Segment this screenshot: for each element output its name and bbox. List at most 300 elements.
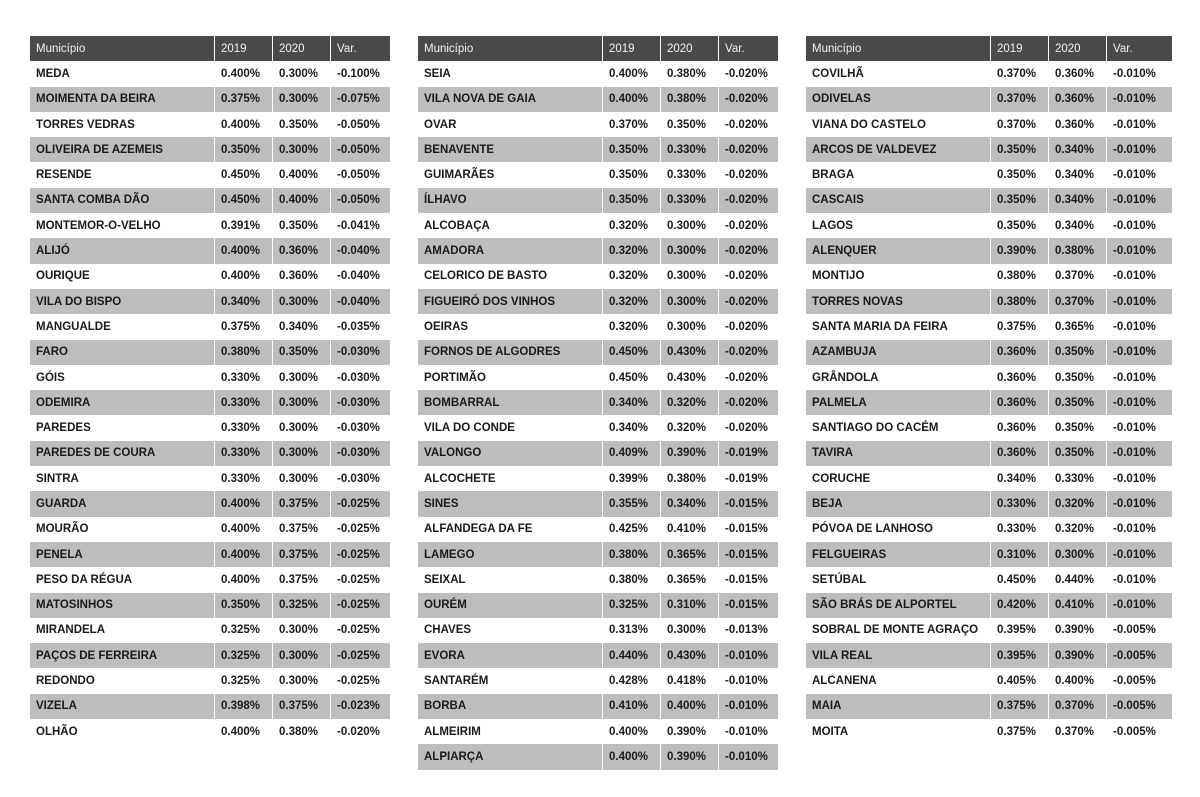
municipality-cell: SINES (418, 491, 602, 516)
rate-2019-cell: 0.320% (602, 314, 660, 339)
rate-2020-cell: 0.390% (1048, 643, 1106, 668)
municipality-cell: ARCOS DE VALDEVEZ (806, 137, 990, 162)
rate-2019-cell: 0.320% (602, 238, 660, 263)
municipality-cell: SANTA COMBA DÃO (30, 188, 214, 213)
rate-2020-cell: 0.390% (1048, 618, 1106, 643)
rate-2020-cell: 0.300% (660, 289, 718, 314)
rate-2019-cell: 0.350% (990, 188, 1048, 213)
municipality-cell: GÓIS (30, 365, 214, 390)
municipality-cell: BEJA (806, 491, 990, 516)
rate-2019-cell: 0.425% (602, 517, 660, 542)
rate-2019-cell: 0.310% (990, 542, 1048, 567)
municipality-cell: COVILHÃ (806, 61, 990, 86)
rate-2020-cell: 0.350% (1048, 415, 1106, 440)
municipality-cell: SÃO BRÁS DE ALPORTEL (806, 593, 990, 618)
rate-2020-cell: 0.400% (272, 162, 330, 187)
table-row (806, 542, 1172, 567)
variation-cell: -0.010% (1106, 340, 1172, 365)
table-row (418, 643, 778, 668)
table-row (418, 137, 778, 162)
rate-2019-cell: 0.398% (214, 694, 272, 719)
rate-2020-cell: 0.370% (1048, 289, 1106, 314)
rate-2019-cell: 0.340% (602, 390, 660, 415)
rate-2020-cell: 0.350% (272, 112, 330, 137)
rate-2020-cell: 0.375% (272, 542, 330, 567)
variation-cell: -0.030% (330, 390, 390, 415)
municipality-cell: ALCOBAÇA (418, 213, 602, 238)
rate-2020-cell: 0.320% (660, 415, 718, 440)
table-row (30, 112, 390, 137)
table-row (806, 643, 1172, 668)
rate-2019-cell: 0.325% (214, 668, 272, 693)
rate-2020-cell: 0.300% (272, 61, 330, 86)
rate-2020-cell: 0.330% (660, 188, 718, 213)
rate-2020-cell: 0.320% (1048, 517, 1106, 542)
municipality-cell: VILA DO CONDE (418, 415, 602, 440)
rate-2020-cell: 0.440% (1048, 567, 1106, 592)
table-row (806, 137, 1172, 162)
municipality-cell: ALIJÓ (30, 238, 214, 263)
municipality-cell: SEIA (418, 61, 602, 86)
table-row (806, 162, 1172, 187)
table-row (418, 593, 778, 618)
variation-cell: -0.010% (718, 694, 778, 719)
table-row (418, 213, 778, 238)
rate-2019-cell: 0.330% (214, 390, 272, 415)
variation-cell: -0.020% (718, 162, 778, 187)
table-row (418, 542, 778, 567)
table-row (418, 618, 778, 643)
variation-cell: -0.010% (1106, 61, 1172, 86)
rate-2019-cell: 0.400% (214, 719, 272, 744)
municipality-cell: ALENQUER (806, 238, 990, 263)
municipality-cell: FORNOS DE ALGODRES (418, 340, 602, 365)
variation-cell: -0.020% (718, 112, 778, 137)
variation-cell: -0.020% (718, 61, 778, 86)
rate-2020-cell: 0.340% (1048, 188, 1106, 213)
municipality-cell: ODIVELAS (806, 87, 990, 112)
rate-2019-cell: 0.360% (990, 365, 1048, 390)
municipality-cell: LAMEGO (418, 542, 602, 567)
rate-2019-cell: 0.340% (602, 415, 660, 440)
variation-cell: -0.020% (718, 314, 778, 339)
variation-cell: -0.015% (718, 593, 778, 618)
table-row (30, 365, 390, 390)
rate-2020-cell: 0.300% (660, 618, 718, 643)
rate-2020-cell: 0.400% (272, 188, 330, 213)
table-row (806, 188, 1172, 213)
municipality-cell: CELORICO DE BASTO (418, 264, 602, 289)
variation-cell: -0.030% (330, 415, 390, 440)
rate-2020-cell: 0.360% (1048, 112, 1106, 137)
rate-2020-cell: 0.430% (660, 365, 718, 390)
rate-2019-cell: 0.450% (214, 162, 272, 187)
table-row (806, 719, 1172, 744)
rate-2019-cell: 0.380% (602, 567, 660, 592)
rate-2020-cell: 0.340% (1048, 137, 1106, 162)
municipality-cell: ALFANDEGA DA FE (418, 517, 602, 542)
variation-cell: -0.010% (1106, 415, 1172, 440)
municipality-cell: SANTARÉM (418, 668, 602, 693)
table-row (806, 517, 1172, 542)
rate-2019-cell: 0.350% (602, 162, 660, 187)
rate-2019-cell: 0.350% (602, 137, 660, 162)
municipality-cell: ODEMIRA (30, 390, 214, 415)
rate-2019-cell: 0.330% (214, 441, 272, 466)
municipality-cell: MOIMENTA DA BEIRA (30, 87, 214, 112)
variation-cell: -0.030% (330, 365, 390, 390)
table-row (418, 668, 778, 693)
municipality-cell: PALMELA (806, 390, 990, 415)
rate-2019-cell: 0.420% (990, 593, 1048, 618)
rate-2019-cell: 0.375% (990, 694, 1048, 719)
variation-cell: -0.015% (718, 491, 778, 516)
variation-cell: -0.010% (1106, 137, 1172, 162)
table-row (30, 694, 390, 719)
rate-2019-cell: 0.320% (602, 289, 660, 314)
municipality-cell: GUARDA (30, 491, 214, 516)
table-row (418, 365, 778, 390)
rate-2019-cell: 0.395% (990, 643, 1048, 668)
table-header-row (806, 36, 1172, 61)
year-2019-header: 2019 (602, 36, 660, 61)
variation-cell: -0.010% (1106, 188, 1172, 213)
municipality-cell: AMADORA (418, 238, 602, 263)
municipality-cell: LAGOS (806, 213, 990, 238)
table-row (30, 491, 390, 516)
municipality-cell: MONTIJO (806, 264, 990, 289)
rate-2019-cell: 0.370% (990, 87, 1048, 112)
municipality-cell: VIANA DO CASTELO (806, 112, 990, 137)
table-row (30, 289, 390, 314)
rate-2020-cell: 0.380% (660, 87, 718, 112)
municipality-cell: TAVIRA (806, 441, 990, 466)
rate-2019-cell: 0.320% (602, 213, 660, 238)
variation-cell: -0.010% (718, 744, 778, 769)
municipality-cell: OEIRAS (418, 314, 602, 339)
variation-cell: -0.010% (1106, 87, 1172, 112)
municipality-cell: SINTRA (30, 466, 214, 491)
variation-cell: -0.005% (1106, 694, 1172, 719)
variation-cell: -0.020% (330, 719, 390, 744)
rate-2019-cell: 0.350% (990, 213, 1048, 238)
table-row (418, 491, 778, 516)
rate-2019-cell: 0.330% (214, 365, 272, 390)
municipality-cell: PÓVOA DE LANHOSO (806, 517, 990, 542)
variation-cell: -0.075% (330, 87, 390, 112)
rate-2020-cell: 0.300% (272, 643, 330, 668)
table-row (418, 162, 778, 187)
table-row (30, 340, 390, 365)
year-2019-header: 2019 (990, 36, 1048, 61)
rate-2019-cell: 0.330% (214, 415, 272, 440)
rate-2020-cell: 0.375% (272, 491, 330, 516)
table-row (30, 188, 390, 213)
municipality-cell: MOITA (806, 719, 990, 744)
rate-2020-cell: 0.370% (1048, 719, 1106, 744)
municipality-cell: SANTIAGO DO CACÉM (806, 415, 990, 440)
variation-cell: -0.025% (330, 542, 390, 567)
table-row (806, 365, 1172, 390)
rate-2020-cell: 0.350% (272, 213, 330, 238)
table-row (806, 289, 1172, 314)
municipality-cell: MOURÃO (30, 517, 214, 542)
rate-2020-cell: 0.300% (272, 415, 330, 440)
municipality-cell: PAREDES DE COURA (30, 441, 214, 466)
rate-2020-cell: 0.330% (660, 162, 718, 187)
variation-cell: -0.020% (718, 390, 778, 415)
municipality-table-2 (418, 36, 778, 770)
table-row (418, 238, 778, 263)
table-row (806, 593, 1172, 618)
rate-2019-cell: 0.375% (990, 314, 1048, 339)
variation-cell: -0.010% (1106, 567, 1172, 592)
variation-cell: -0.025% (330, 593, 390, 618)
municipality-cell: SANTA MARIA DA FEIRA (806, 314, 990, 339)
rate-2020-cell: 0.300% (272, 668, 330, 693)
rate-2020-cell: 0.380% (660, 61, 718, 86)
variation-cell: -0.010% (1106, 238, 1172, 263)
rate-2019-cell: 0.350% (602, 188, 660, 213)
rate-2020-cell: 0.300% (272, 441, 330, 466)
municipality-header: Município (806, 36, 990, 61)
variation-cell: -0.015% (718, 517, 778, 542)
rate-2019-cell: 0.340% (214, 289, 272, 314)
rate-2020-cell: 0.340% (660, 491, 718, 516)
variation-cell: -0.030% (330, 441, 390, 466)
municipality-cell: VILA NOVA DE GAIA (418, 87, 602, 112)
rate-2019-cell: 0.450% (214, 188, 272, 213)
municipality-cell: MEDA (30, 61, 214, 86)
variation-cell: -0.040% (330, 238, 390, 263)
municipality-cell: PORTIMÃO (418, 365, 602, 390)
table-row (30, 567, 390, 592)
table-row (806, 415, 1172, 440)
rate-2019-cell: 0.330% (990, 517, 1048, 542)
table-row (418, 567, 778, 592)
rate-2020-cell: 0.340% (1048, 162, 1106, 187)
rate-2019-cell: 0.450% (602, 340, 660, 365)
rate-2020-cell: 0.320% (1048, 491, 1106, 516)
table-row (30, 466, 390, 491)
rate-2019-cell: 0.350% (214, 593, 272, 618)
rate-2020-cell: 0.375% (272, 517, 330, 542)
rate-2019-cell: 0.350% (214, 137, 272, 162)
rate-2020-cell: 0.365% (660, 567, 718, 592)
rate-2019-cell: 0.400% (214, 567, 272, 592)
rate-2019-cell: 0.375% (214, 87, 272, 112)
municipality-cell: TORRES VEDRAS (30, 112, 214, 137)
rate-2020-cell: 0.375% (272, 694, 330, 719)
table-row (806, 466, 1172, 491)
variation-cell: -0.020% (718, 238, 778, 263)
variation-cell: -0.010% (1106, 112, 1172, 137)
rate-2020-cell: 0.410% (1048, 593, 1106, 618)
rate-2020-cell: 0.310% (660, 593, 718, 618)
rate-2020-cell: 0.380% (1048, 238, 1106, 263)
rate-2019-cell: 0.409% (602, 441, 660, 466)
rate-2019-cell: 0.320% (602, 264, 660, 289)
rate-2019-cell: 0.395% (990, 618, 1048, 643)
municipality-cell: EVORA (418, 643, 602, 668)
table-row (30, 441, 390, 466)
rate-2019-cell: 0.380% (990, 264, 1048, 289)
table-row (806, 567, 1172, 592)
year-2020-header: 2020 (660, 36, 718, 61)
table-row (418, 390, 778, 415)
rate-2020-cell: 0.360% (272, 238, 330, 263)
rate-2019-cell: 0.400% (214, 238, 272, 263)
municipality-cell: OLIVEIRA DE AZEMEIS (30, 137, 214, 162)
variation-cell: -0.025% (330, 491, 390, 516)
municipality-cell: ÍLHAVO (418, 188, 602, 213)
variation-cell: -0.030% (330, 466, 390, 491)
variation-cell: -0.040% (330, 264, 390, 289)
municipality-cell: ALPIARÇA (418, 744, 602, 769)
rate-2020-cell: 0.325% (272, 593, 330, 618)
municipality-cell: BOMBARRAL (418, 390, 602, 415)
rate-2020-cell: 0.400% (660, 694, 718, 719)
municipality-cell: BENAVENTE (418, 137, 602, 162)
variation-cell: -0.010% (1106, 491, 1172, 516)
rate-2020-cell: 0.300% (272, 618, 330, 643)
table-row (418, 314, 778, 339)
rate-2019-cell: 0.375% (214, 314, 272, 339)
rate-2020-cell: 0.300% (272, 289, 330, 314)
rate-2019-cell: 0.325% (214, 618, 272, 643)
municipality-cell: RESENDE (30, 162, 214, 187)
rate-2019-cell: 0.380% (602, 542, 660, 567)
rate-2020-cell: 0.350% (660, 112, 718, 137)
variation-cell: -0.010% (1106, 314, 1172, 339)
rate-2020-cell: 0.350% (1048, 441, 1106, 466)
municipality-cell: OVAR (418, 112, 602, 137)
rate-2020-cell: 0.370% (1048, 264, 1106, 289)
variation-cell: -0.025% (330, 618, 390, 643)
variation-cell: -0.035% (330, 314, 390, 339)
year-2020-header: 2020 (272, 36, 330, 61)
variation-cell: -0.010% (1106, 162, 1172, 187)
table-row (418, 188, 778, 213)
table-row (418, 466, 778, 491)
municipality-header: Município (30, 36, 214, 61)
rate-2019-cell: 0.400% (214, 264, 272, 289)
municipality-cell: SOBRAL DE MONTE AGRAÇO (806, 618, 990, 643)
rate-2019-cell: 0.400% (602, 744, 660, 769)
municipality-cell: GUIMARÃES (418, 162, 602, 187)
table-row (30, 137, 390, 162)
rate-2019-cell: 0.428% (602, 668, 660, 693)
rate-2020-cell: 0.340% (1048, 213, 1106, 238)
table-row (30, 415, 390, 440)
rate-2020-cell: 0.300% (272, 137, 330, 162)
rate-2019-cell: 0.400% (214, 491, 272, 516)
rate-2020-cell: 0.350% (1048, 390, 1106, 415)
variation-cell: -0.010% (1106, 542, 1172, 567)
table-row (30, 542, 390, 567)
rate-2020-cell: 0.380% (660, 466, 718, 491)
table-row (806, 314, 1172, 339)
table-header-row (418, 36, 778, 61)
rate-2020-cell: 0.300% (660, 314, 718, 339)
municipality-cell: TORRES NOVAS (806, 289, 990, 314)
variation-cell: -0.030% (330, 340, 390, 365)
variation-cell: -0.025% (330, 643, 390, 668)
variation-cell: -0.005% (1106, 719, 1172, 744)
table-row (30, 238, 390, 263)
rate-2019-cell: 0.400% (602, 719, 660, 744)
table-row (806, 61, 1172, 86)
table-row (806, 264, 1172, 289)
rate-2019-cell: 0.370% (990, 61, 1048, 86)
rate-2019-cell: 0.380% (990, 289, 1048, 314)
rate-2020-cell: 0.400% (1048, 668, 1106, 693)
rate-2019-cell: 0.370% (602, 112, 660, 137)
municipality-cell: PAREDES (30, 415, 214, 440)
table-row (30, 264, 390, 289)
municipality-cell: CHAVES (418, 618, 602, 643)
municipality-cell: CASCAIS (806, 188, 990, 213)
municipality-cell: BRAGA (806, 162, 990, 187)
variation-cell: -0.025% (330, 668, 390, 693)
municipality-cell: MAIA (806, 694, 990, 719)
table-row (30, 61, 390, 86)
rate-2020-cell: 0.300% (660, 238, 718, 263)
municipality-cell: VALONGO (418, 441, 602, 466)
rate-2019-cell: 0.450% (602, 365, 660, 390)
municipality-cell: SETÚBAL (806, 567, 990, 592)
variation-cell: -0.019% (718, 466, 778, 491)
table-row (30, 390, 390, 415)
variation-cell: -0.020% (718, 213, 778, 238)
table-row (30, 213, 390, 238)
municipality-cell: OURÉM (418, 593, 602, 618)
rate-2020-cell: 0.365% (660, 542, 718, 567)
rate-2019-cell: 0.400% (214, 542, 272, 567)
rate-2019-cell: 0.360% (990, 390, 1048, 415)
municipality-cell: MIRANDELA (30, 618, 214, 643)
table-row (418, 744, 778, 769)
municipality-cell: FIGUEIRÓ DOS VINHOS (418, 289, 602, 314)
table-row (418, 719, 778, 744)
rate-2020-cell: 0.300% (660, 213, 718, 238)
rate-2020-cell: 0.330% (1048, 466, 1106, 491)
table-row (30, 162, 390, 187)
rate-2020-cell: 0.360% (272, 264, 330, 289)
year-2019-header: 2019 (214, 36, 272, 61)
municipality-cell: VILA DO BISPO (30, 289, 214, 314)
municipality-cell: FELGUEIRAS (806, 542, 990, 567)
rate-2019-cell: 0.330% (214, 466, 272, 491)
variation-cell: -0.010% (1106, 441, 1172, 466)
table-row (30, 314, 390, 339)
municipality-cell: ALMEIRIM (418, 719, 602, 744)
table-header-row (30, 36, 390, 61)
variation-cell: -0.041% (330, 213, 390, 238)
municipality-cell: PESO DA RÉGUA (30, 567, 214, 592)
variation-cell: -0.020% (718, 415, 778, 440)
rate-2019-cell: 0.405% (990, 668, 1048, 693)
rate-2020-cell: 0.390% (660, 441, 718, 466)
variation-cell: -0.010% (1106, 517, 1172, 542)
rate-2019-cell: 0.450% (990, 567, 1048, 592)
rate-2019-cell: 0.400% (602, 61, 660, 86)
variation-cell: -0.010% (718, 643, 778, 668)
variation-cell: -0.020% (718, 365, 778, 390)
table-row (806, 668, 1172, 693)
table-row (418, 415, 778, 440)
rate-2019-cell: 0.380% (214, 340, 272, 365)
